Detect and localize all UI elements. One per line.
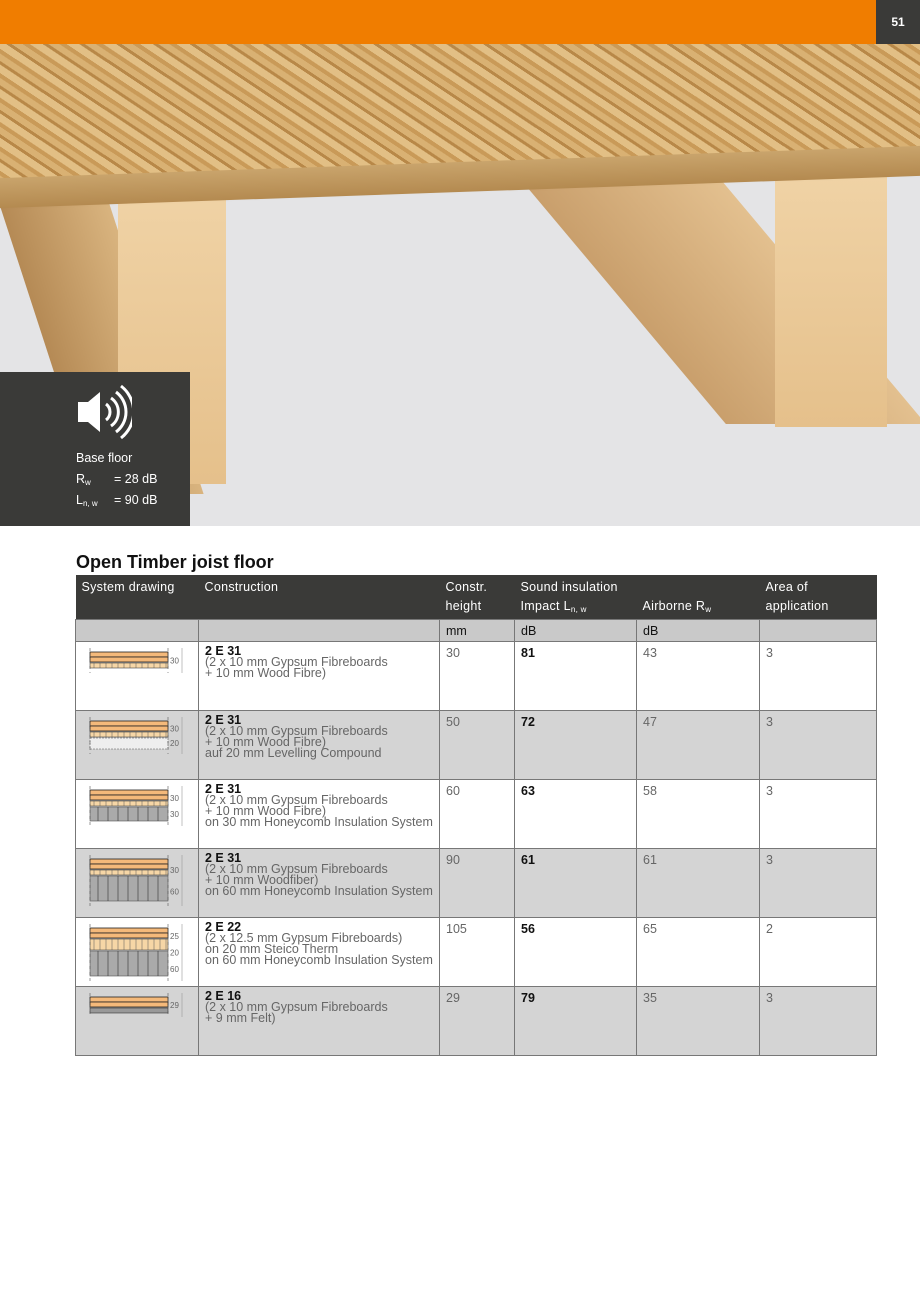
construction-line: on 60 mm Honeycomb Insulation System [205, 884, 433, 898]
section-title: Open Timber joist floor [76, 552, 274, 572]
table-row [76, 849, 877, 918]
page-number: 51 [876, 0, 920, 44]
system-drawing-cell [76, 642, 199, 711]
airborne-cell: 58 [637, 780, 760, 849]
construction-line: + 10 mm Woodfiber) [205, 873, 319, 887]
layer-thickness-label: 30 [170, 865, 179, 875]
system-code: 2 E 16 [205, 989, 242, 1003]
area-header-1: Area of [765, 580, 808, 594]
col-impact [515, 575, 637, 620]
system-code: 2 E 22 [205, 920, 242, 934]
col-area [760, 575, 877, 620]
area-cell: 3 [760, 780, 877, 849]
construction-line: on 30 mm Honeycomb Insulation System [205, 815, 433, 829]
construction-cell [199, 849, 440, 918]
construction-cell [199, 642, 440, 711]
area-cell: 2 [760, 918, 877, 987]
speaker-sound-icon [76, 382, 132, 442]
floor-section-drawing [82, 784, 192, 844]
unit-empty [760, 620, 877, 642]
construction-line: auf 20 mm Levelling Compound [205, 746, 382, 760]
units-row [76, 620, 877, 642]
system-drawing-cell [76, 780, 199, 849]
layer-thickness-label: 25 [170, 932, 179, 942]
col-airborne [637, 575, 760, 620]
floor-section-drawing [82, 715, 192, 775]
height-header-1: Constr. [445, 580, 488, 594]
ln-sub: n, w [82, 499, 98, 508]
construction-line: + 10 mm Wood Fibre) [205, 804, 326, 818]
height-cell: 30 [440, 642, 515, 711]
construction-line: (2 x 10 mm Gypsum Fibreboards [205, 1000, 388, 1014]
base-floor-infobox [0, 372, 190, 526]
area-header-2: application [765, 599, 829, 613]
impact-header: Impact $L_{n, w}$ [520, 599, 587, 614]
height-cell: 60 [440, 780, 515, 849]
impact-cell: 63 [515, 780, 637, 849]
table-row [76, 711, 877, 780]
construction-line: (2 x 10 mm Gypsum Fibreboards [205, 724, 388, 738]
rw-line [76, 469, 186, 490]
construction-line: on 60 mm Honeycomb Insulation System [205, 953, 433, 967]
height-cell: 50 [440, 711, 515, 780]
construction-line: + 10 mm Wood Fibre) [205, 735, 326, 749]
joist-right-face [775, 169, 887, 427]
layer-thickness-label: 30 [170, 724, 179, 734]
construction-line: on 20 mm Steico Therm [205, 942, 339, 956]
construction-cell [199, 711, 440, 780]
system-code: 2 E 31 [205, 851, 242, 865]
area-cell: 3 [760, 642, 877, 711]
impact-cell: 81 [515, 642, 637, 711]
impact-cell: 56 [515, 918, 637, 987]
table-row [76, 780, 877, 849]
layer-thickness-label: 20 [170, 948, 179, 958]
ln-line [76, 490, 186, 511]
system-drawing-cell [76, 918, 199, 987]
ln-value: = 90 dB [114, 493, 158, 507]
floor-section-drawing [82, 922, 192, 982]
system-code: 2 E 31 [205, 644, 242, 658]
unit-empty [76, 620, 199, 642]
unit-impact: dB [515, 620, 637, 642]
construction-line: + 9 mm Felt) [205, 1011, 276, 1025]
ln-label: L [76, 493, 83, 507]
area-cell: 3 [760, 849, 877, 918]
layer-thickness-label: 30 [170, 656, 179, 666]
layer-thickness-label: 20 [170, 738, 179, 748]
system-drawing-cell [76, 711, 199, 780]
rw-label: R [76, 472, 86, 486]
impact-cell: 79 [515, 987, 637, 1056]
col-system-drawing: System drawing [76, 575, 199, 620]
infobox-title: Base floor [76, 451, 133, 465]
unit-empty [199, 620, 440, 642]
construction-line: + 10 mm Wood Fibre) [205, 666, 326, 680]
airborne-header: Airborne $R_w$ [642, 599, 712, 614]
floor-section-drawing [82, 991, 192, 1051]
col-construction: Construction [199, 575, 440, 620]
layer-thickness-label: 60 [170, 887, 179, 897]
system-code: 2 E 31 [205, 782, 242, 796]
area-cell: 3 [760, 987, 877, 1056]
impact-cell: 72 [515, 711, 637, 780]
construction-cell [199, 918, 440, 987]
table-row [76, 642, 877, 711]
layer-thickness-label: 60 [170, 964, 179, 974]
unit-height: mm [440, 620, 515, 642]
header-bar [0, 0, 876, 44]
height-cell: 90 [440, 849, 515, 918]
table-header [76, 575, 877, 620]
unit-airborne: dB [637, 620, 760, 642]
sound-insulation-header: Sound insulation [520, 580, 618, 594]
floor-section-drawing [82, 646, 192, 706]
construction-cell [199, 987, 440, 1056]
construction-line: (2 x 10 mm Gypsum Fibreboards [205, 862, 388, 876]
impact-cell: 61 [515, 849, 637, 918]
airborne-cell: 65 [637, 918, 760, 987]
airborne-cell: 35 [637, 987, 760, 1056]
rw-value: = 28 dB [114, 472, 158, 486]
construction-line: (2 x 10 mm Gypsum Fibreboards [205, 655, 388, 669]
airborne-cell: 43 [637, 642, 760, 711]
floor-section-drawing [82, 853, 192, 913]
system-code: 2 E 31 [205, 713, 242, 727]
system-drawing-cell [76, 987, 199, 1056]
layer-thickness-label: 29 [170, 1001, 179, 1010]
area-cell: 3 [760, 711, 877, 780]
layer-thickness-label: 30 [170, 794, 179, 803]
airborne-cell: 61 [637, 849, 760, 918]
construction-line: (2 x 10 mm Gypsum Fibreboards [205, 793, 388, 807]
system-drawing-cell [76, 849, 199, 918]
table-row [76, 987, 877, 1056]
table-row [76, 918, 877, 987]
rw-sub: w [85, 478, 91, 487]
airborne-cell: 47 [637, 711, 760, 780]
height-cell: 105 [440, 918, 515, 987]
height-cell: 29 [440, 987, 515, 1056]
sound-insulation-table [75, 575, 877, 1056]
layer-thickness-label: 30 [170, 810, 179, 819]
height-header-2: height [445, 599, 482, 613]
col-height [440, 575, 515, 620]
construction-cell [199, 780, 440, 849]
construction-line: (2 x 12.5 mm Gypsum Fibreboards) [205, 931, 403, 945]
